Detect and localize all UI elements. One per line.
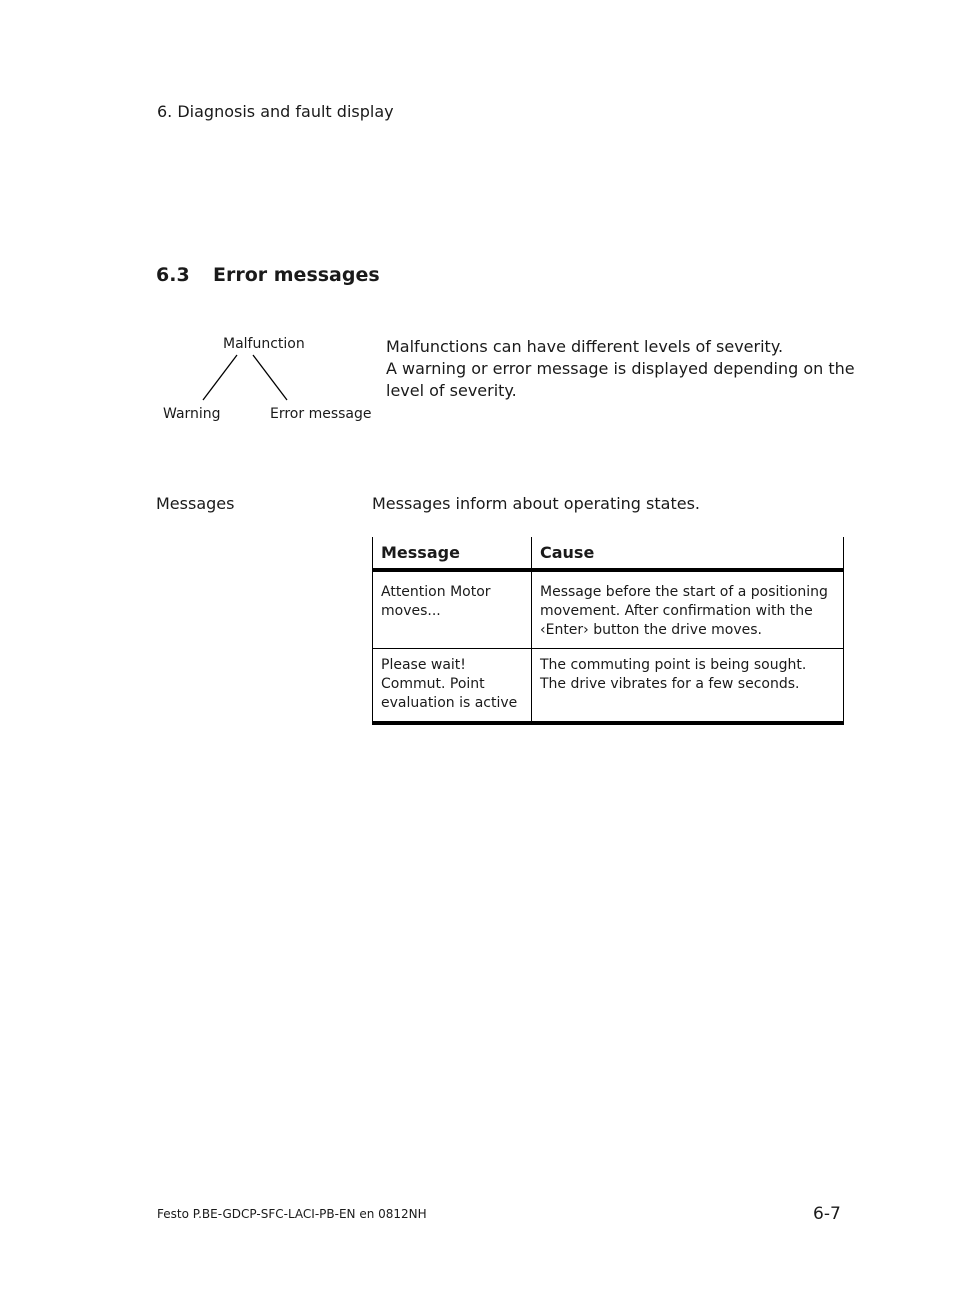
lead-line: Malfunctions can have different levels of severity. bbox=[386, 337, 784, 356]
chapter-header: 6. Diagnosis and fault display bbox=[157, 102, 394, 121]
branch-line-left bbox=[203, 355, 237, 400]
diagram-right-label: Error message bbox=[270, 406, 372, 422]
messages-table bbox=[372, 537, 844, 725]
table-row bbox=[373, 570, 844, 649]
message-cell: Please wait! Commut. Point evaluation is active bbox=[373, 649, 532, 724]
table-header-row bbox=[373, 537, 844, 570]
table-row bbox=[373, 649, 844, 724]
column-header-message: Message bbox=[373, 537, 532, 570]
cause-cell: Message before the start of a positioning movement. After confirmation with the ‹Enter› button the drive moves. bbox=[532, 570, 844, 649]
diagram-left-label: Warning bbox=[163, 406, 221, 422]
cause-cell: The commuting point is being sought. The drive vibrates for a few seconds. bbox=[532, 649, 844, 724]
footer-document-id: Festo P.BE-GDCP-SFC-LACI-PB-EN en 0812NH bbox=[157, 1207, 427, 1221]
section-number: 6.3 bbox=[156, 264, 190, 286]
diagram-branch-lines bbox=[195, 352, 295, 404]
message-cell: Attention Motor moves... bbox=[373, 570, 532, 649]
footer-page-number: 6-7 bbox=[813, 1204, 841, 1224]
lead-line: level of severity. bbox=[386, 381, 517, 400]
diagram-root-label: Malfunction bbox=[223, 336, 305, 352]
lead-paragraph bbox=[386, 336, 855, 402]
section-title: Error messages bbox=[213, 264, 380, 286]
lead-line: A warning or error message is displayed depending on the bbox=[386, 359, 855, 378]
branch-line-right bbox=[253, 355, 287, 400]
side-label-messages: Messages bbox=[156, 494, 235, 513]
messages-intro: Messages inform about operating states. bbox=[372, 494, 700, 513]
column-header-cause: Cause bbox=[532, 537, 844, 570]
